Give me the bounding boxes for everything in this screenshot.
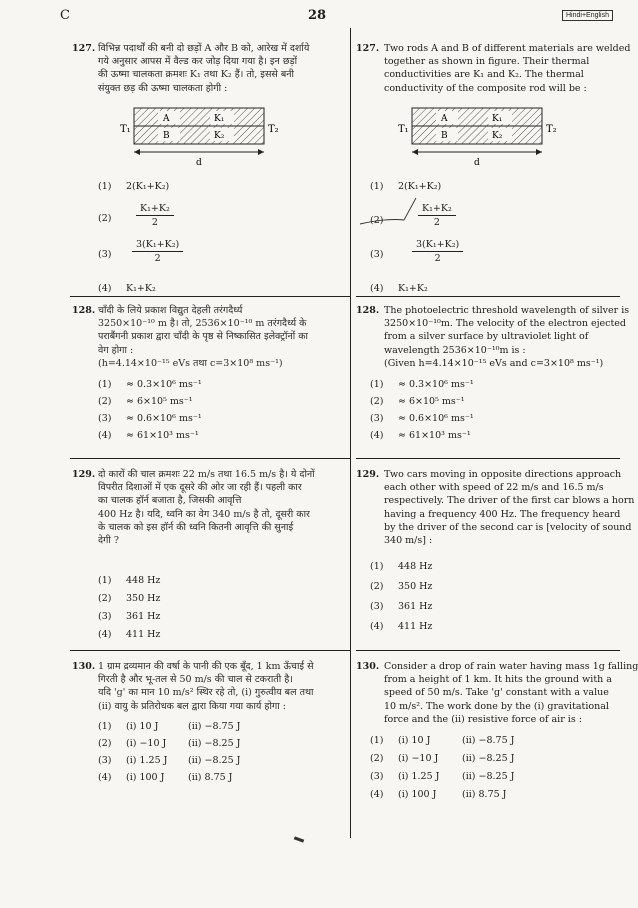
numerator: 3(K₁+K₂) [132, 238, 183, 252]
question-text [384, 468, 634, 547]
question-text [98, 42, 309, 95]
text-line: विपरीत दिशाओं में एक दूसरे की ओर जा रही हैं। पहली कार [98, 482, 302, 494]
option-text: ≈ 6×10⁵ ms⁻¹ [126, 396, 193, 407]
numerator: K₁+K₂ [136, 202, 174, 216]
option-2-fraction [136, 202, 174, 229]
question-number: 130. [72, 661, 96, 672]
option-number: (3) [370, 249, 384, 260]
option-3-fraction [412, 238, 463, 265]
divider-hi-129-130 [70, 650, 350, 651]
text-line: wavelength 2536×10⁻¹⁰m is : [384, 344, 526, 356]
option-text: 448 Hz [126, 575, 161, 586]
k2-label: K₂ [492, 131, 503, 141]
option-number: (3) [370, 601, 384, 612]
option-text: ≈ 0.6×10⁶ ms⁻¹ [126, 413, 202, 424]
option-text: K₁+K₂ [398, 283, 428, 294]
rod-b-label: B [441, 131, 448, 141]
option-text: 2(K₁+K₂) [398, 181, 442, 192]
question-129-english [356, 468, 635, 646]
option-number: (4) [98, 283, 112, 294]
text-line: Consider a drop of rain water having mass 1g falling [384, 661, 638, 672]
option-number: (2) [370, 581, 384, 592]
scan-mark [294, 836, 304, 842]
option-number: (2) [98, 213, 112, 224]
option-number: (1) [370, 735, 384, 746]
option-text: ≈ 61×10³ ms⁻¹ [398, 430, 471, 441]
question-text [384, 42, 630, 95]
rod-b-label: B [163, 131, 170, 141]
text-line: by the driver of the second car is [velocity of sound [384, 521, 632, 533]
text-line: विभिन्न पदार्थों की बनी दो छड़ों A और B को, आरेख में दर्शाये [98, 43, 310, 54]
divider-hi-128-129 [70, 458, 350, 459]
text-line: (h=4.14×10⁻¹⁵ eVs तथा c=3×10⁸ ms⁻¹) [98, 357, 283, 369]
text-line: force and the (ii) resistive force of air is : [384, 713, 582, 725]
text-line: चाँदी के लिये प्रकाश विद्युत देहली तरंगदैर्ध्य [98, 305, 243, 316]
option-number: (4) [370, 283, 384, 294]
composite-rod-diagram [390, 102, 570, 170]
length-label: d [196, 158, 202, 168]
text-line: गये अनुसार आपस में वैल्ड कर जोड़ दिया गया है। इन छड़ों [98, 56, 298, 68]
question-128-english [356, 304, 630, 454]
option-part-ii: (ii) −8.25 J [462, 771, 515, 782]
question-number: 127. [72, 43, 96, 54]
option-number: (3) [98, 413, 112, 424]
option-part-i: (i) 1.25 J [398, 771, 440, 782]
option-part-i: (i) 100 J [126, 772, 165, 783]
option-number: (2) [370, 753, 384, 764]
text-line: Two rods A and B of different materials are welded [384, 43, 631, 54]
column-divider [350, 28, 351, 838]
rod-a-label: A [441, 114, 448, 124]
k1-label: K₁ [492, 114, 503, 124]
denominator: 2 [434, 253, 441, 265]
text-line: का चालक हॉर्न बजाता है, जिसकी आवृत्ति [98, 495, 242, 507]
option-text: ≈ 0.3×10⁶ ms⁻¹ [398, 379, 474, 390]
option-part-i: (i) −10 J [398, 753, 439, 764]
option-number: (1) [98, 721, 112, 732]
t2-label: T₂ [268, 124, 279, 135]
question-number: 128. [72, 305, 96, 316]
text-line: 10 m/s². The work done by the (i) gravitational [384, 700, 609, 712]
option-text: ≈ 6×10⁵ ms⁻¹ [398, 396, 465, 407]
option-text: 361 Hz [398, 601, 433, 612]
option-part-i: (i) 100 J [398, 789, 437, 800]
divider-hi-127-128 [70, 296, 350, 297]
text-line: संयुक्त छड़ की ऊष्मा चालकता होगी : [98, 82, 228, 94]
text-line: Two cars moving in opposite directions approach [384, 469, 622, 480]
question-number: 127. [356, 43, 380, 54]
question-130-hindi [72, 660, 348, 800]
numerator: K₁+K₂ [418, 202, 456, 216]
option-number: (4) [370, 430, 384, 441]
option-number: (4) [98, 629, 112, 640]
option-part-i: (i) −10 J [126, 738, 167, 749]
text-line: conductivity of the composite rod will be : [384, 82, 587, 94]
option-number: (1) [98, 575, 112, 586]
text-line: यदि 'g' का मान 10 m/s² स्थिर रहे तो, (i) गुरुत्वीय बल तथा [98, 687, 314, 699]
option-number: (4) [370, 621, 384, 632]
question-127-hindi [72, 42, 348, 292]
question-text [384, 304, 629, 370]
option-part-ii: (ii) −8.75 J [188, 721, 241, 732]
text-line: conductivities are K₁ and K₂. The thermal [384, 69, 584, 81]
text-line: दो कारों की चाल क्रमशः 22 m/s तथा 16.5 m/s है। ये दोनों [98, 469, 315, 480]
option-text: 350 Hz [398, 581, 433, 592]
option-text: ≈ 0.6×10⁶ ms⁻¹ [398, 413, 474, 424]
text-line: from a height of 1 km. It hits the ground with a [384, 674, 612, 686]
text-line: गिरती है और भू-तल से 50 m/s की चाल से टकराती है। [98, 674, 293, 686]
set-code: C [60, 8, 70, 23]
option-number: (4) [98, 772, 112, 783]
t1-label: T₁ [120, 124, 131, 135]
text-line: के चालक को इस हॉर्न की ध्वनि कितनी आवृत्ति की सुनाई [98, 521, 294, 533]
option-part-i: (i) 1.25 J [126, 755, 168, 766]
text-line: देगी ? [98, 535, 119, 547]
option-number: (2) [98, 593, 112, 604]
text-line: speed of 50 m/s. Take 'g' constant with a value [384, 687, 609, 699]
option-number: (3) [98, 611, 112, 622]
option-number: (1) [370, 561, 384, 572]
page-number: 28 [308, 8, 327, 23]
option-part-ii: (ii) 8.75 J [188, 772, 233, 783]
composite-rod-diagram [112, 102, 292, 170]
option-number: (3) [98, 249, 112, 260]
text-line: वेग होगा : [98, 344, 134, 356]
option-number: (4) [370, 789, 384, 800]
option-part-ii: (ii) −8.75 J [462, 735, 515, 746]
question-129-hindi [72, 468, 348, 646]
text-line: together as shown in figure. Their thermal [384, 56, 590, 68]
option-text: 361 Hz [126, 611, 161, 622]
denominator: 2 [151, 217, 158, 229]
option-text: K₁+K₂ [126, 283, 156, 294]
k2-label: K₂ [214, 131, 225, 141]
option-number: (4) [98, 430, 112, 441]
question-number: 129. [72, 469, 96, 480]
question-number: 128. [356, 305, 380, 316]
rod-a-label: A [163, 114, 170, 124]
question-number: 129. [356, 469, 380, 480]
question-128-hindi [72, 304, 348, 454]
text-line: 3250×10⁻¹⁰m. The velocity of the electron ejected [384, 318, 626, 330]
text-line: पराबैंगनी प्रकाश द्वारा चाँदी के पृष्ठ से निष्कासित इलेक्ट्रॉनों का [98, 331, 308, 343]
text-line: each other with speed of 22 m/s and 16.5 m/s [384, 482, 604, 494]
option-number: (1) [98, 181, 112, 192]
text-line: (Given h=4.14×10⁻¹⁵ eVs and c=3×10⁸ ms⁻¹) [384, 357, 604, 369]
option-text: ≈ 0.3×10⁶ ms⁻¹ [126, 379, 202, 390]
text-line: The photoelectric threshold wavelength of silver is [384, 305, 630, 316]
divider-en-128-129 [356, 458, 620, 459]
k1-label: K₁ [214, 114, 225, 124]
option-part-ii: (ii) 8.75 J [462, 789, 507, 800]
question-text [98, 304, 308, 370]
text-line: from a silver surface by ultraviolet light of [384, 331, 589, 343]
text-line: 340 m/s] : [384, 535, 433, 547]
option-number: (2) [370, 215, 384, 226]
text-line: (ii) वायु के प्रतिरोधक बल द्वारा किया गया कार्य होगा : [98, 700, 286, 712]
option-number: (2) [98, 738, 112, 749]
option-text: 411 Hz [398, 621, 433, 632]
option-number: (1) [370, 181, 384, 192]
text-line: 400 Hz है। यदि, ध्वनि का वेग 340 m/s है तो, दूसरी कार [98, 508, 310, 520]
option-number: (3) [370, 771, 384, 782]
option-text: 350 Hz [126, 593, 161, 604]
text-line: की ऊष्मा चालकता क्रमशः K₁ तथा K₂ हैं। तो, इससे बनी [98, 69, 294, 81]
question-number: 130. [356, 661, 380, 672]
t1-label: T₁ [398, 124, 409, 135]
t2-label: T₂ [546, 124, 557, 135]
length-label: d [474, 158, 480, 168]
option-part-i: (i) 10 J [398, 735, 431, 746]
option-text: 411 Hz [126, 629, 161, 640]
text-line: 3250×10⁻¹⁰ m है। तो, 2536×10⁻¹⁰ m तरंगदैर्ध्य के [98, 318, 307, 330]
divider-en-127-128 [356, 296, 620, 297]
denominator: 2 [433, 217, 440, 229]
divider-en-129-130 [356, 650, 620, 651]
option-part-i: (i) 10 J [126, 721, 159, 732]
denominator: 2 [154, 253, 161, 265]
text-line: 1 ग्राम द्रव्यमान की वर्षा के पानी की एक बूँद, 1 km ऊँचाई से [98, 661, 314, 672]
option-text: ≈ 61×10³ ms⁻¹ [126, 430, 199, 441]
option-3-fraction [132, 238, 183, 265]
page-header [0, 6, 638, 28]
language-tag: Hindi+English [562, 10, 613, 21]
question-130-english [356, 660, 638, 810]
option-number: (3) [98, 755, 112, 766]
text-line: having a frequency 400 Hz. The frequency heard [384, 508, 621, 520]
option-number: (1) [98, 379, 112, 390]
option-number: (1) [370, 379, 384, 390]
option-part-ii: (ii) −8.25 J [188, 738, 241, 749]
option-part-ii: (ii) −8.25 J [462, 753, 515, 764]
option-text: 448 Hz [398, 561, 433, 572]
question-text [98, 468, 315, 547]
option-number: (2) [370, 396, 384, 407]
option-text: 2(K₁+K₂) [126, 181, 170, 192]
option-number: (3) [370, 413, 384, 424]
question-127-english [356, 42, 631, 294]
text-line: respectively. The driver of the first car blows a horn [384, 495, 635, 507]
handwritten-tick-mark [356, 194, 426, 234]
question-text [384, 660, 638, 726]
option-number: (2) [98, 396, 112, 407]
option-part-ii: (ii) −8.25 J [188, 755, 241, 766]
question-text [98, 660, 314, 713]
numerator: 3(K₁+K₂) [412, 238, 463, 252]
